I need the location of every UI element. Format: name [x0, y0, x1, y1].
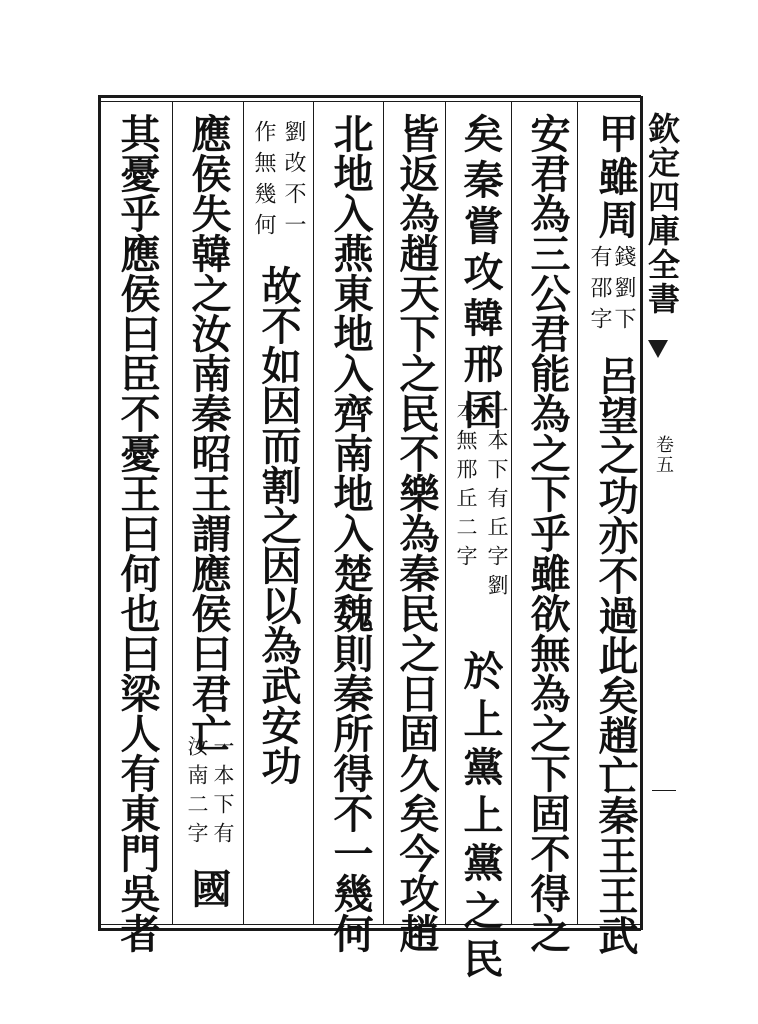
text-column: 應侯失韓之汝南秦昭王謂應侯曰君亡	[185, 113, 232, 753]
text-column: 呂望之功亦不過此矣趙亡秦王王武	[592, 355, 639, 955]
column-divider	[243, 101, 244, 924]
column-divider	[313, 101, 314, 924]
annotation-line: 有邵字	[587, 245, 612, 338]
text-column: 甲雖周	[592, 113, 639, 242]
text-column: 其憂乎應侯曰臣不憂王曰何也曰梁人有東門吳者	[114, 113, 161, 953]
top-border-inner	[98, 101, 641, 102]
left-border	[98, 96, 101, 930]
fishtail-mark	[648, 340, 668, 358]
column-divider	[577, 101, 578, 924]
text-column: 國	[185, 868, 232, 911]
margin-volume: 卷五	[653, 435, 674, 475]
annotation-line: 汝南二字	[185, 735, 209, 851]
column-divider	[383, 101, 384, 924]
annotation-line: 劉改不一	[281, 120, 306, 244]
annotation-line: 一本下有	[211, 735, 235, 851]
text-column: 故不如因而割之因以為武安功	[255, 265, 302, 785]
annotation-line: 作無幾何	[251, 120, 276, 244]
text-column: 安君為三公君能為之下乎雖欲無為之下固不得之	[524, 113, 571, 953]
text-column: 皆返為趙天下之民不樂為秦民之日固久矣今攻趙	[393, 113, 440, 953]
column-divider	[445, 101, 446, 924]
annotation-line: 本無邢丘二字	[454, 400, 478, 574]
annotation-line: 錢劉下	[611, 245, 636, 338]
text-column: 北地入燕東地入齊南地入楚魏則秦所得不一幾何	[327, 113, 374, 953]
margin-book-title: 欽定四庫全書	[643, 112, 681, 316]
text-column: 於上黨上黨之民	[457, 650, 504, 986]
column-divider	[511, 101, 512, 924]
column-divider	[172, 101, 173, 924]
text-column: 矣秦嘗攻韓邢囷	[457, 113, 504, 435]
annotation-line: 一本下有丘字劉	[485, 400, 509, 603]
top-border-outer	[98, 95, 641, 98]
margin-rule	[652, 790, 676, 791]
